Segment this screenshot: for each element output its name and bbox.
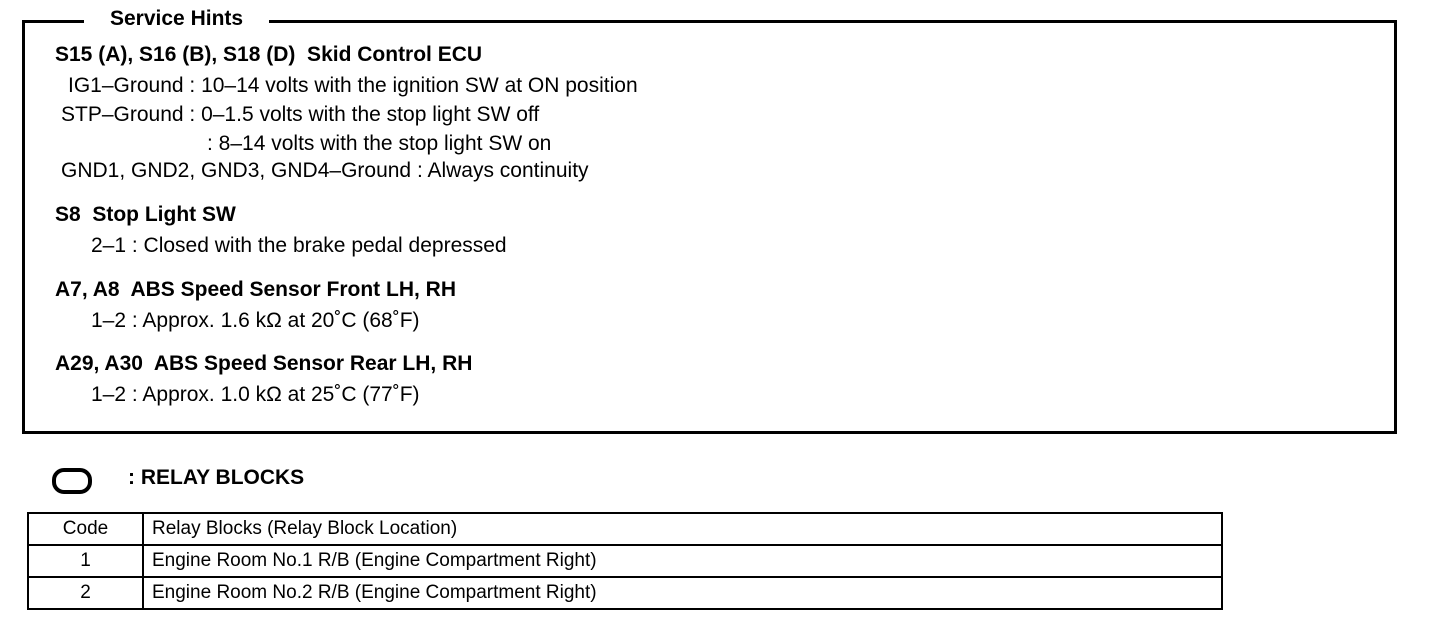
table-cell-code: 2	[28, 577, 143, 609]
table-row	[28, 577, 1222, 609]
section-heading-abs-sensor-rear: A29, A30 ABS Speed Sensor Rear LH, RH	[55, 352, 473, 375]
column-header-relay-blocks: Relay Blocks (Relay Block Location)	[143, 513, 1222, 545]
relay-block-icon	[52, 468, 92, 494]
relay-blocks-table	[27, 512, 1223, 610]
table-row	[28, 545, 1222, 577]
hint-line: 1–2 : Approx. 1.6 kΩ at 20˚C (68˚F)	[91, 309, 420, 332]
hint-line: GND1, GND2, GND3, GND4–Ground : Always continuity	[61, 159, 589, 182]
section-heading-stop-light-sw: S8 Stop Light SW	[55, 203, 236, 226]
hint-line: 1–2 : Approx. 1.0 kΩ at 25˚C (77˚F)	[91, 383, 420, 406]
table-cell-location: Engine Room No.2 R/B (Engine Compartment Right)	[143, 577, 1222, 609]
hint-line: IG1–Ground : 10–14 volts with the ignition SW at ON position	[68, 74, 638, 97]
hint-line: : 8–14 volts with the stop light SW on	[207, 132, 552, 155]
table-cell-location: Engine Room No.1 R/B (Engine Compartment Right)	[143, 545, 1222, 577]
section-heading-abs-sensor-front: A7, A8 ABS Speed Sensor Front LH, RH	[55, 278, 456, 301]
hint-line: 2–1 : Closed with the brake pedal depressed	[91, 234, 507, 257]
hint-line: STP–Ground : 0–1.5 volts with the stop light SW off	[61, 103, 540, 126]
column-header-code: Code	[28, 513, 143, 545]
table-header-row	[28, 513, 1222, 545]
service-hints-title: Service Hints	[84, 6, 269, 32]
relay-blocks-heading: : RELAY BLOCKS	[128, 466, 305, 489]
section-heading-skid-control-ecu: S15 (A), S16 (B), S18 (D) Skid Control ECU	[55, 43, 483, 66]
table-cell-code: 1	[28, 545, 143, 577]
